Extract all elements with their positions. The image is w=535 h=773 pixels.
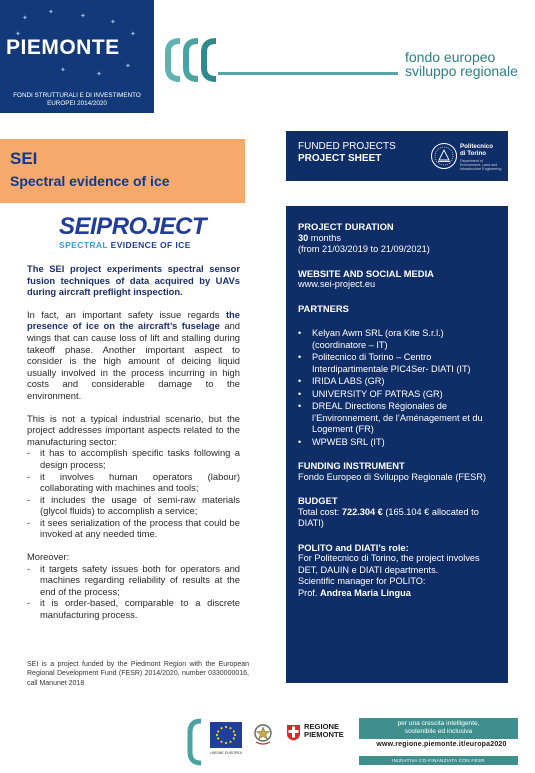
role-section: POLITO and DIATI’s role: For Politecnico di Torino, the project involves DET, DAUIN e DIATI departments. Scientific manager for POLITO: Prof. Andrea Maria Lingua — [298, 541, 480, 598]
moreover-label: Moreover: — [27, 551, 70, 563]
partner-item: • UNIVERSITY OF PATRAS (GR) — [298, 389, 496, 401]
star-icon: ✦ — [130, 31, 136, 38]
europa2020-link[interactable]: www.regione.piemonte.it/europa2020 — [376, 741, 507, 748]
project-info-panel — [286, 206, 508, 683]
project-acronym: SEI — [10, 149, 38, 168]
funding-section: FUNDING INSTRUMENT Fondo Europeo di Sviluppo Regionale (FESR) — [298, 460, 486, 482]
partner-item: • IRIDA LABS (GR) — [298, 376, 496, 388]
manufacturing-aspects-list — [27, 447, 240, 540]
list-item: - it has to accomplish specific tasks following a design process; — [27, 447, 240, 470]
fesr-c-icon — [186, 718, 204, 766]
regione-piemonte-logo: REGIONE PIEMONTE — [286, 723, 350, 745]
list-item: - it sees serialization of the process that could be invoked at any needed time. — [27, 517, 240, 540]
piemonte-shield-icon — [286, 724, 301, 741]
fesr-ccc-logo — [164, 38, 236, 82]
star-icon: ✦ — [80, 13, 86, 20]
partner-item: • Kelyan Awm SRL (ora Kite S.r.l.) (coordinatore – IT) — [298, 328, 496, 351]
budget-section: BUDGET Total cost: 722.304 € (165.104 € allocated to DIATI) — [298, 495, 479, 528]
website-section: WEBSITE AND SOCIAL MEDIA www.sei-project.eu — [298, 268, 496, 291]
star-icon: ✦ — [15, 31, 21, 38]
partners-section: PARTNERS • Kelyan Awm SRL (ora Kite S.r.l.) (coordinatore – IT) • Politecnico di Torino – Centro Interdipartimentale PIC4Ser- DIATI (IT) • IRIDA LABS (GR) • UNIVERSITY OF PATRAS (GR) • DREAL Directions Régionales de l’Environnement, de l’Aménagement et du Logement (FR) • WPWEB SRL (IT) — [298, 303, 496, 449]
eu-flag-icon — [210, 722, 242, 748]
star-icon: ✦ — [60, 67, 66, 74]
partner-item: • Politecnico di Torino – Centro Interdipartimentale PIC4Ser- DIATI (IT) — [298, 352, 496, 375]
list-item: - it includes the usage of semi-raw materials (glycol fluids) to accomplish a service; — [27, 494, 240, 517]
funding-footnote: SEI is a project funded by the Piedmont Region with the European Regional Development Fund (FESR) 2014/2020, number 0330000016, call Manunet 2018 — [27, 661, 249, 687]
fesr-divider-line — [218, 72, 398, 75]
partners-list — [298, 328, 496, 448]
list-item: - it targets safety issues both for operators and machines regarding reliability of results at the end of the process; — [27, 563, 240, 598]
region-logo — [0, 0, 154, 113]
project-title-block — [0, 139, 245, 203]
polito-seal-icon — [430, 142, 458, 170]
star-icon: ✦ — [48, 9, 54, 16]
ice-paragraph: In fact, an important safety issue regards the presence of ice on the aircraft’s fuselage and wings that can cause loss of lift and stalling during takeoff phase. Another important aspect to consider is the high amount of deicing liquid usually involved in the process incurring in high costs and considerable damage to the environment. — [27, 308, 240, 401]
slogan-box: per una crescita intelligente, sostenibile ed inclusiva — [359, 718, 518, 739]
polito-department: Department of Environment, Land and Infrastructure Engineering — [460, 159, 502, 172]
sei-project-logo: SEIPROJECT SPECTRAL EVIDENCE OF ICE — [59, 213, 207, 250]
fesr-label: fondo europeo sviluppo regionale — [405, 49, 518, 79]
partner-item: • WPWEB SRL (IT) — [298, 437, 496, 449]
list-item: - it is order-based, comparable to a discrete manufacturing process. — [27, 597, 240, 620]
region-logo-subtitle: FONDI STRUTTURALI E DI INVESTIMENTO EUROPEI 2014/2020 — [13, 92, 141, 107]
duration-section: PROJECT DURATION 30 months (from 21/03/2019 to 21/09/2021) — [298, 221, 430, 254]
star-icon: ✦ — [22, 15, 28, 22]
lead-paragraph: The SEI project experiments spectral sensor fusion techniques of data acquired by UAVs during aircraft preflight inspection. — [27, 263, 240, 298]
polito-logo: Politecnico di Torino Department of Environment, Land and Infrastructure Engineering — [430, 140, 504, 174]
cofinanced-strip: INIZIATIVA CO-FINANZIATA CON FESR — [359, 756, 518, 765]
list-item: - it involves human operators (labour) collaborating with machines and tools; — [27, 471, 240, 494]
partner-item: • DREAL Directions Régionales de l’Environnement, de l’Aménagement et du Logement (FR) — [298, 401, 496, 436]
project-description — [27, 263, 240, 632]
project-full-title: Spectral evidence of ice — [10, 173, 170, 189]
website-link[interactable]: www.sei-project.eu — [298, 279, 376, 289]
eu-label: UNIONE EUROPEA — [210, 751, 242, 755]
moreover-list — [27, 563, 240, 621]
region-logo-text: PIEMONTE — [6, 36, 120, 59]
scenario-paragraph: This is not a typical industrial scenario, but the project addresses important aspects related to the manufacturing sector: — [27, 412, 240, 447]
italy-emblem-icon — [252, 722, 274, 746]
project-sheet-header — [286, 131, 508, 181]
star-icon: ✦ — [110, 19, 116, 26]
funding-logos-bar — [186, 718, 521, 766]
sheet-title: PROJECT SHEET — [298, 153, 382, 164]
sheet-type-label: FUNDED PROJECTS — [298, 141, 396, 152]
star-icon: ✦ — [125, 63, 131, 70]
star-icon: ✦ — [96, 71, 102, 78]
